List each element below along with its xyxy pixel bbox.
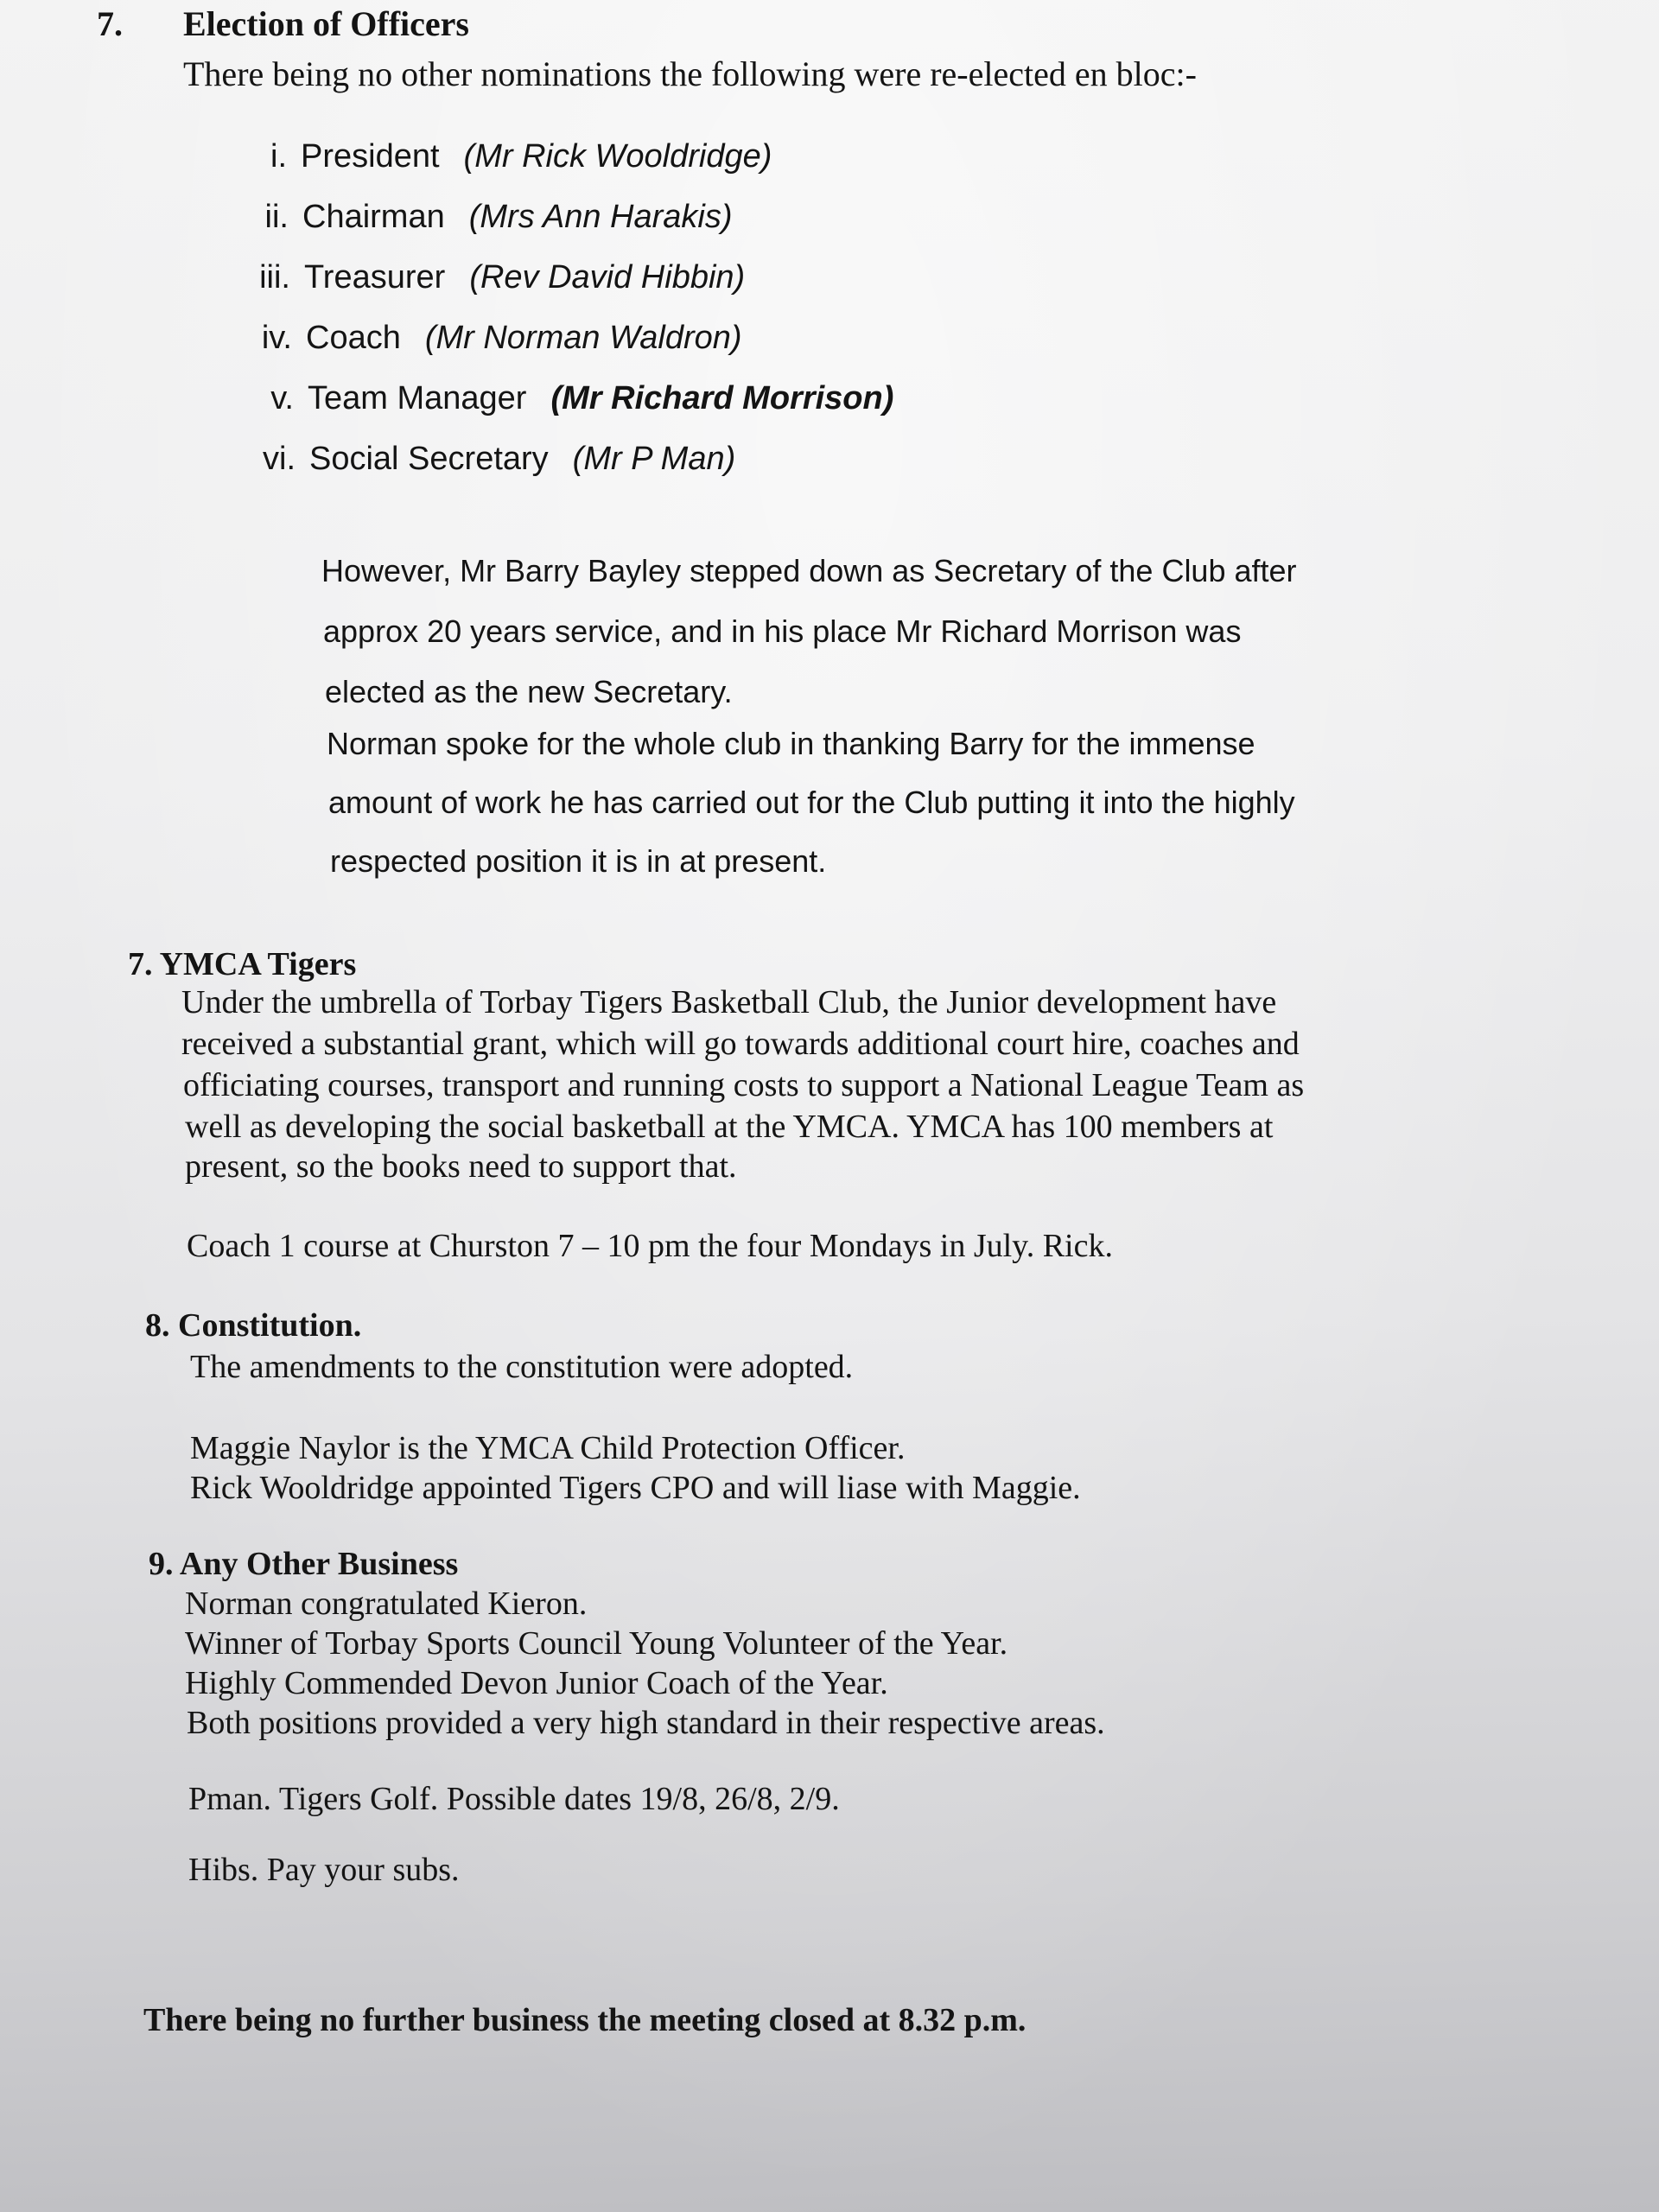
officer-item	[233, 199, 732, 236]
section-title-election: Election of Officers	[183, 4, 469, 43]
officer-name: (Mr Richard Morrison)	[550, 380, 894, 416]
officer-item	[238, 380, 893, 417]
aob-line: Winner of Torbay Sports Council Young Volunteer of the Year.	[185, 1625, 1008, 1662]
section-title-constitution: 8. Constitution.	[145, 1307, 362, 1344]
officer-number: vi.	[263, 441, 296, 477]
election-note-line: amount of work he has carried out for the Club putting it into the highly	[328, 785, 1295, 820]
officer-name: (Rev David Hibbin)	[469, 259, 746, 296]
closing-statement: There being no further business the meeting closed at 8.32 p.m.	[143, 2002, 1027, 2038]
officer-role: Coach	[306, 320, 401, 356]
officer-role: Chairman	[302, 199, 445, 235]
constitution-line: Rick Wooldridge appointed Tigers CPO and will liase with Maggie.	[190, 1470, 1081, 1506]
constitution-line: Maggie Naylor is the YMCA Child Protection Officer.	[190, 1430, 906, 1466]
officer-role: Social Secretary	[309, 441, 549, 477]
officer-role: Team Manager	[308, 380, 527, 416]
election-note-line: approx 20 years service, and in his place Mr Richard Morrison was	[323, 613, 1242, 649]
election-note-line: elected as the new Secretary.	[325, 674, 733, 709]
ymca-line: well as developing the social basketball at the YMCA. YMCA has 100 members at	[185, 1109, 1274, 1145]
election-note-line: respected position it is in at present.	[330, 843, 827, 879]
aob-line: Both positions provided a very high standard in their respective areas.	[187, 1705, 1105, 1741]
aob-line: Norman congratulated Kieron.	[185, 1586, 588, 1622]
officer-role: President	[301, 138, 440, 175]
aob-golf-line: Pman. Tigers Golf. Possible dates 19/8, 26/8, 2/9.	[188, 1781, 840, 1817]
ymca-line: officiating courses, transport and running costs to support a National League Team as	[183, 1067, 1305, 1103]
election-note-line: Norman spoke for the whole club in thanking Barry for the immense	[327, 726, 1255, 761]
section-number: 7.	[97, 4, 123, 43]
officer-item	[240, 441, 735, 478]
ymca-line: Under the umbrella of Torbay Tigers Basketball Club, the Junior development have	[181, 984, 1277, 1020]
ymca-line: present, so the books need to support that.	[185, 1148, 737, 1185]
officer-name: (Mrs Ann Harakis)	[468, 199, 733, 235]
officer-number: iv.	[261, 320, 292, 356]
officer-number: v.	[270, 380, 294, 416]
officer-number: ii.	[264, 199, 289, 235]
section-title-ymca: 7. YMCA Tigers	[128, 946, 357, 982]
election-intro: There being no other nominations the following were re-elected en bloc:-	[183, 54, 1197, 93]
ymca-coach-line: Coach 1 course at Churston 7 – 10 pm the four Mondays in July. Rick.	[187, 1228, 1113, 1264]
election-note-line: However, Mr Barry Bayley stepped down as Secretary of the Club after	[321, 553, 1297, 588]
officer-item	[232, 138, 772, 175]
officer-number: i.	[270, 138, 287, 175]
constitution-line: The amendments to the constitution were adopted.	[190, 1349, 854, 1385]
section-title-aob: 9. Any Other Business	[149, 1546, 459, 1582]
officer-name: (Mr Rick Wooldridge)	[463, 138, 772, 175]
officer-role: Treasurer	[304, 259, 446, 296]
officer-item	[235, 259, 745, 296]
officer-item	[237, 320, 742, 357]
officer-name: (Mr P Man)	[572, 441, 736, 477]
aob-line: Highly Commended Devon Junior Coach of the Year.	[185, 1665, 888, 1701]
officer-name: (Mr Norman Waldron)	[424, 320, 742, 356]
ymca-line: received a substantial grant, which will go towards additional court hire, coaches and	[181, 1026, 1300, 1062]
officer-number: iii.	[259, 259, 290, 296]
aob-subs-line: Hibs. Pay your subs.	[188, 1852, 460, 1888]
